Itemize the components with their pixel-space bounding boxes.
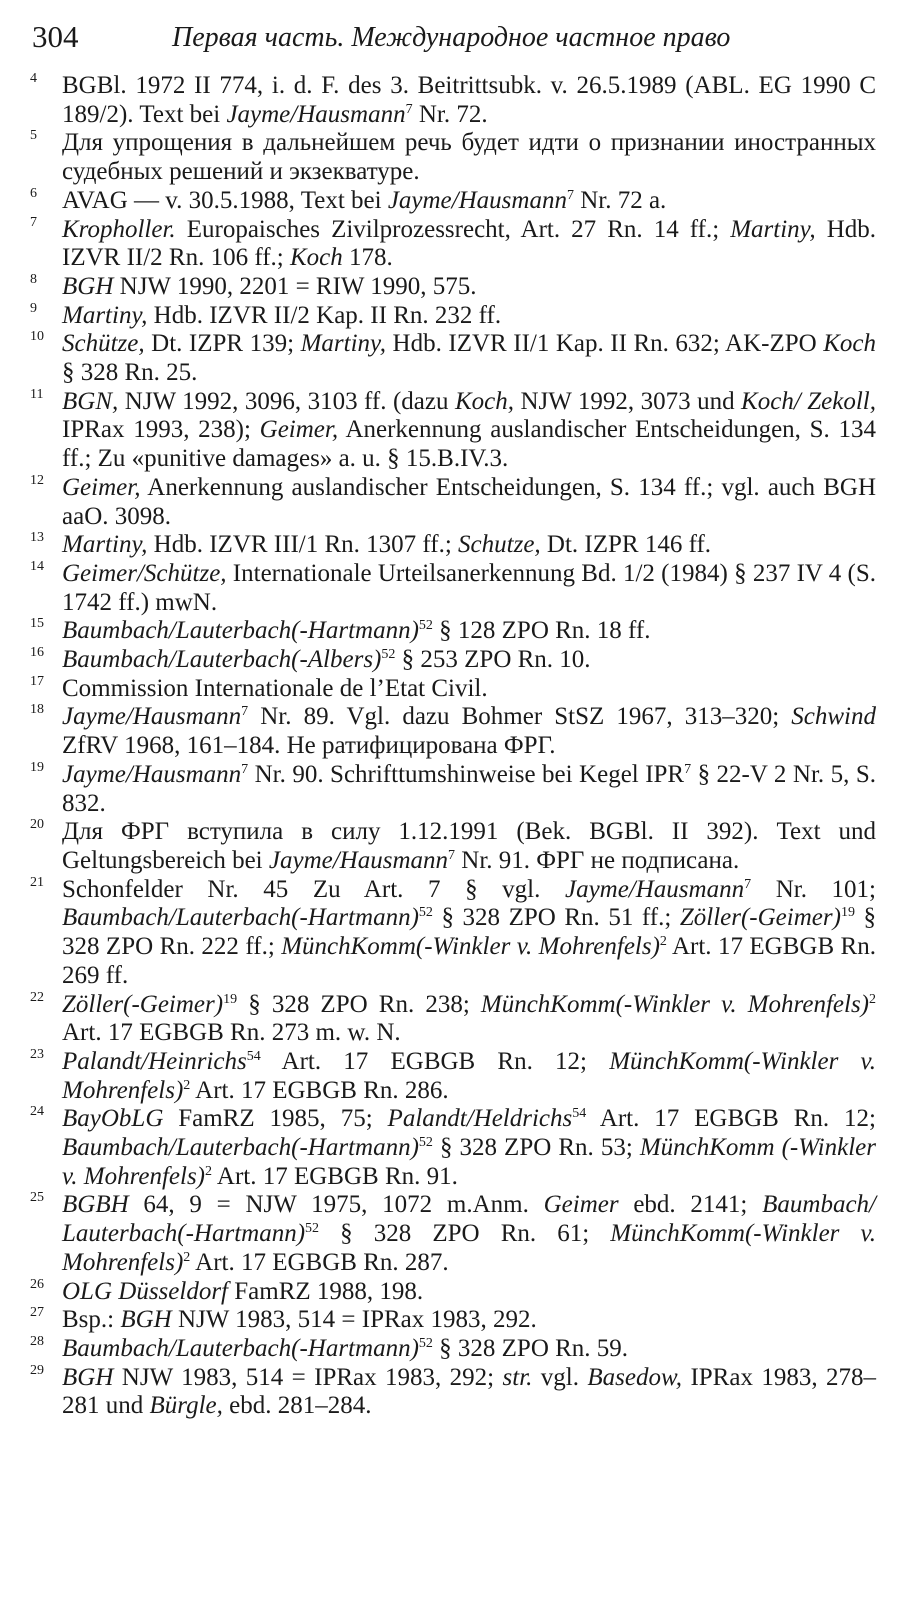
- footnotes-list: [30, 71, 883, 1421]
- footnote: [30, 472, 883, 531]
- footnote-text: Commission Internationale de l’Etat Civil.: [62, 674, 488, 702]
- footnote-italic-text: BGH: [62, 1363, 114, 1391]
- footnote-number: 9: [30, 300, 37, 316]
- footnote-superscript: 7: [241, 704, 249, 720]
- footnote-italic-text: Baumbach/ Lauterbach(-Hartmann): [62, 1191, 883, 1248]
- footnote-superscript: 19: [840, 905, 855, 921]
- footnote-italic-text: Jayme/Hausmann: [564, 875, 745, 903]
- footnote-italic-text: Schutze,: [458, 531, 541, 559]
- footnote-text: NJW 1983, 514 = IPRax 1983, 292.: [171, 1306, 537, 1334]
- footnote-italic-text: MünchKomm(-Winkler v. Mohrenfels): [480, 990, 869, 1018]
- footnote-text: ebd. 281–284.: [222, 1392, 372, 1420]
- footnote-superscript: 52: [418, 1335, 433, 1351]
- footnote-superscript: 52: [418, 1135, 433, 1151]
- footnote-text: § 328 ZPO Rn. 51 ff.;: [432, 904, 680, 932]
- footnote: [30, 530, 876, 560]
- footnote-italic-text: Jayme/Hausmann: [387, 186, 567, 214]
- footnote-text: Hdb. IZVR III/1 Rn. 1307 ff.;: [147, 531, 459, 559]
- footnote-number: 15: [30, 616, 44, 632]
- footnote-text: Dt. IZPR 139;: [144, 330, 301, 358]
- footnote-text: Internationale Urteilsanerkennung Bd. 1/2 (1984) § 237 IV 4 (S. 1742 ff.) mwN.: [62, 559, 883, 616]
- footnote-text: Schonfelder Nr. 45 Zu Art. 7 § vgl.: [62, 875, 565, 903]
- footnote-italic-text: Martiny,: [62, 301, 148, 329]
- footnote-italic-text: Kropholler.: [62, 215, 176, 243]
- footnote-italic-text: Basedow,: [587, 1363, 683, 1391]
- footnote-text: Nr. 72.: [412, 100, 488, 128]
- footnote-text: 178.: [342, 244, 393, 272]
- footnote-italic-text: MünchKomm(-Winkler v. Mohrenfels): [62, 1047, 883, 1104]
- footnote: [30, 214, 883, 273]
- footnote-text: Hdb. IZVR II/1 Kap. II Rn. 632; AK-ZPO: [386, 330, 824, 358]
- footnote-number: 25: [30, 1190, 44, 1206]
- footnote-text: § 328 ZPO Rn. 59.: [432, 1334, 629, 1362]
- footnote-text: Europaisches Zivilprozessrecht, Art. 27 Rn. 14 ff.;: [175, 215, 731, 243]
- footnote-text: Art. 17 EGBGB Rn. 12;: [260, 1047, 610, 1075]
- footnote-italic-text: BayObLG: [62, 1105, 164, 1133]
- footnote-number: 8: [30, 271, 37, 287]
- footnote-text: NJW 1983, 514 = IPRax 1983, 292;: [113, 1363, 503, 1391]
- footnote: [30, 558, 883, 617]
- footnote-italic-text: str.: [502, 1363, 533, 1391]
- footnote-text: Hdb. IZVR II/2 Kap. II Rn. 232 ff.: [147, 301, 502, 329]
- footnote: [30, 1305, 876, 1335]
- footnote: [30, 1104, 883, 1191]
- footnote-number: 16: [30, 645, 44, 661]
- footnote-number: 28: [30, 1333, 44, 1349]
- footnote-superscript: 7: [448, 847, 456, 863]
- footnote-number: 14: [30, 558, 44, 574]
- footnote-superscript: 54: [572, 1106, 587, 1122]
- footnote-number: 29: [30, 1362, 44, 1378]
- footnote: [30, 1333, 876, 1364]
- footnote-text: AVAG — v. 30.5.1988, Text bei: [62, 186, 388, 214]
- footnote: [30, 989, 883, 1048]
- footnote-text: Art. 17 EGBGB Rn. 91.: [212, 1162, 458, 1190]
- footnote-italic-text: Baumbach/Lauterbach(-Hartmann): [62, 1334, 419, 1362]
- footnote-superscript: 19: [223, 991, 238, 1007]
- footnote: [30, 1276, 876, 1307]
- footnote-italic-text: Jayme/Hausmann: [268, 846, 449, 874]
- footnote-superscript: 2: [205, 1163, 213, 1179]
- footnote-italic-text: Baumbach/Lauterbach(-Hartmann): [62, 1134, 419, 1162]
- footnote-text: Art. 17 EGBGB Rn. 12;: [586, 1105, 883, 1133]
- footnote-italic-text: Koch/ Zekoll,: [741, 387, 876, 415]
- footnote-number: 18: [30, 702, 44, 718]
- footnote-superscript: 7: [405, 101, 413, 117]
- footnote-number: 5: [30, 128, 37, 144]
- footnote-text: § 128 ZPO Rn. 18 ff.: [432, 617, 651, 645]
- footnote-italic-text: Zöller(-Geimer): [679, 904, 841, 932]
- footnote-text: Art. 17 EGBGB Rn. 273 m. w. N.: [62, 990, 883, 1047]
- footnote-text: Для упрощения в дальнейшем речь будет идти о признании иностранных судебных решений и экзекватуре.: [62, 129, 883, 186]
- footnote-number: 17: [30, 673, 44, 689]
- footnote: [30, 1046, 883, 1105]
- footnote-italic-text: MünchKomm(-Winkler v. Mohrenfels): [62, 1220, 883, 1276]
- footnote-text: FamRZ 1988, 198.: [228, 1277, 424, 1305]
- footnote-italic-text: Koch: [290, 244, 343, 272]
- footnote-italic-text: Baumbach/Lauterbach(-Hartmann): [62, 617, 419, 645]
- footnote-italic-text: MünchKomm (-Winkler v. Mohrenfels): [62, 1134, 883, 1190]
- footnote-text: vgl.: [532, 1363, 588, 1391]
- footnote-italic-text: Schwind: [791, 703, 876, 731]
- footnote-number: 11: [30, 386, 44, 402]
- footnote: [30, 616, 876, 646]
- footnote-text: Anerkennung auslandischer Entscheidungen, S. 134 ff.; Zu «punitive damages» a. u. § 15.B.IV.3.: [62, 416, 883, 473]
- footnote-text: Art. 17 EGBGB Rn. 287.: [190, 1248, 449, 1276]
- footnote-number: 24: [30, 1104, 44, 1120]
- footnote: [30, 817, 883, 875]
- footnote-text: NJW 1990, 2201 = RIW 1990, 575.: [113, 272, 477, 300]
- footnote-superscript: 7: [566, 187, 574, 203]
- footnote-italic-text: Martiny,: [730, 215, 816, 243]
- footnote-number: 21: [30, 874, 44, 890]
- footnote-italic-text: BGBH: [62, 1191, 129, 1219]
- footnote-italic-text: BGH: [62, 272, 114, 300]
- footnote-superscript: 2: [183, 1077, 191, 1093]
- footnote-text: Для ФРГ вступила в силу 1.12.1991 (Bek. BGBl. II 392). Text und Geltungsbereich bei: [62, 818, 883, 874]
- footnote-italic-text: Martiny,: [62, 531, 148, 559]
- footnote-text: Nr. 91. ФРГ не подписана.: [455, 846, 740, 874]
- footnote-text: NJW 1992, 3096, 3103 ff. (dazu: [118, 387, 455, 415]
- footnote-number: 13: [30, 530, 44, 546]
- footnote-text: Nr. 101;: [751, 875, 883, 903]
- footnote-text: § 22-V 2 Nr. 5, S. 832.: [62, 760, 883, 817]
- footnote-text: Nr. 89. Vgl. dazu Bohmer StSZ 1967, 313–320;: [248, 703, 792, 731]
- footnote: [30, 386, 883, 474]
- footnote-italic-text: Bürgle,: [149, 1392, 223, 1420]
- footnote-text: Nr. 90. Schrifttumshinweise bei Kegel IPR: [248, 760, 685, 788]
- footnote-number: 7: [30, 214, 37, 230]
- footnote-italic-text: Schütze,: [62, 330, 145, 358]
- footnote-italic-text: Geimer,: [259, 416, 339, 444]
- footnote-superscript: 7: [744, 876, 752, 892]
- footnote-text: ebd. 2141;: [618, 1191, 763, 1219]
- footnote: [30, 185, 876, 216]
- footnote-italic-text: BGH: [120, 1306, 172, 1334]
- footnote: [30, 71, 883, 129]
- footnote-text: § 328 ZPO Rn. 238;: [237, 990, 481, 1018]
- footnote-superscript: 52: [418, 618, 433, 634]
- footnote-number: 22: [30, 989, 44, 1005]
- footnote-text: Art. 17 EGBGB Rn. 269 ff.: [62, 933, 883, 989]
- footnote-superscript: 2: [659, 934, 667, 950]
- footnote: [30, 874, 883, 991]
- footnote-italic-text: Baumbach/Lauterbach(-Hartmann): [62, 904, 419, 932]
- footnote-number: 19: [30, 759, 44, 775]
- footnote-number: 26: [30, 1276, 44, 1292]
- footnote-text: FamRZ 1985, 75;: [163, 1105, 388, 1133]
- footnote-text: § 328 Rn. 25.: [62, 330, 883, 387]
- footnote: [30, 271, 876, 302]
- footnote-text: IPRax 1983, 278–281 und: [62, 1363, 876, 1420]
- footnote-italic-text: Palandt/Heldrichs: [387, 1105, 573, 1133]
- footnote-text: 64, 9 = NJW 1975, 1072 m.Anm.: [128, 1191, 544, 1219]
- page-number: 304: [32, 19, 79, 54]
- footnote-italic-text: Koch: [823, 330, 876, 358]
- footnote-italic-text: OLG Düsseldorf: [62, 1277, 228, 1305]
- footnote-superscript: 52: [381, 647, 396, 663]
- footnote-text: Dt. IZPR 146 ff.: [540, 531, 712, 559]
- footnote-italic-text: MünchKomm(-Winkler v. Mohrenfels): [281, 933, 660, 961]
- running-head: Первая часть. Международное частное право: [172, 22, 731, 53]
- footnote-italic-text: Geimer/Schütze,: [62, 559, 227, 587]
- footnote: [30, 300, 876, 331]
- footnote: [30, 329, 883, 387]
- footnote-superscript: 2: [869, 991, 876, 1007]
- footnote-number: 23: [30, 1046, 44, 1062]
- footnote-text: NJW 1992, 3073 und: [514, 387, 742, 415]
- footnote-text: § 328 ZPO Rn. 53;: [432, 1134, 640, 1162]
- footnote: [30, 1190, 883, 1277]
- footnote: [30, 673, 876, 704]
- footnote-italic-text: BGN,: [62, 387, 119, 415]
- footnote: [30, 645, 876, 675]
- footnote-text: Anerkennung auslandischer Entscheidungen, S. 134 ff.; vgl. auch BGH aaO. 3098.: [62, 473, 883, 530]
- footnote-text: Art. 17 EGBGB Rn. 286.: [190, 1076, 449, 1104]
- footnote-italic-text: Martiny,: [300, 330, 387, 358]
- footnote-italic-text: Zöller(-Geimer): [62, 990, 224, 1018]
- footnote-italic-text: Koch,: [454, 387, 514, 415]
- footnote-superscript: 52: [305, 1221, 320, 1237]
- footnote-superscript: 54: [246, 1048, 261, 1064]
- footnote-text: BGBl. 1972 II 774, i. d. F. des 3. Beitrittsubk. v. 26.5.1989 (ABL. EG 1990 C 189/2). Text bei: [62, 72, 883, 128]
- footnote-text: Hdb. IZVR II/2 Rn. 106 ff.;: [62, 215, 883, 272]
- footnote-number: 27: [30, 1305, 44, 1321]
- footnote-italic-text: Geimer,: [62, 473, 141, 501]
- footnote: [30, 128, 883, 186]
- page-header: [32, 16, 882, 60]
- footnote: [30, 759, 883, 818]
- footnote-superscript: 7: [684, 761, 692, 777]
- footnote-italic-text: Palandt/Heinrichs: [62, 1047, 247, 1075]
- footnote-italic-text: Jayme/Hausmann: [226, 100, 406, 128]
- footnote-superscript: 2: [183, 1249, 191, 1265]
- footnote-text: ZfRV 1968, 161–184. Не ратифицирована ФРГ.: [62, 703, 883, 760]
- footnote-text: § 328 ZPO Rn. 222 ff.;: [62, 904, 883, 961]
- footnote-number: 12: [30, 472, 44, 488]
- footnote-italic-text: Baumbach/Lauterbach(-Albers): [62, 646, 382, 674]
- footnote-number: 10: [30, 329, 44, 345]
- footnote: [30, 702, 883, 760]
- footnote-superscript: 7: [241, 761, 249, 777]
- footnote-italic-text: Geimer: [543, 1191, 619, 1219]
- footnote-number: 6: [30, 185, 37, 201]
- footnote-number: 4: [30, 71, 37, 86]
- footnote-superscript: 52: [418, 905, 433, 921]
- footnote: [30, 1362, 876, 1421]
- footnote-italic-text: Jayme/Hausmann: [62, 703, 242, 731]
- footnote-text: Nr. 72 a.: [573, 186, 667, 214]
- footnote-text: IPRax 1993, 238);: [62, 387, 883, 444]
- footnote-italic-text: Jayme/Hausmann: [62, 760, 242, 788]
- footnote-number: 20: [30, 817, 44, 833]
- footnote-text: Bsp.:: [62, 1306, 121, 1334]
- footnote-text: § 253 ZPO Rn. 10.: [395, 646, 591, 674]
- footnote-text: § 328 ZPO Rn. 61;: [319, 1220, 611, 1248]
